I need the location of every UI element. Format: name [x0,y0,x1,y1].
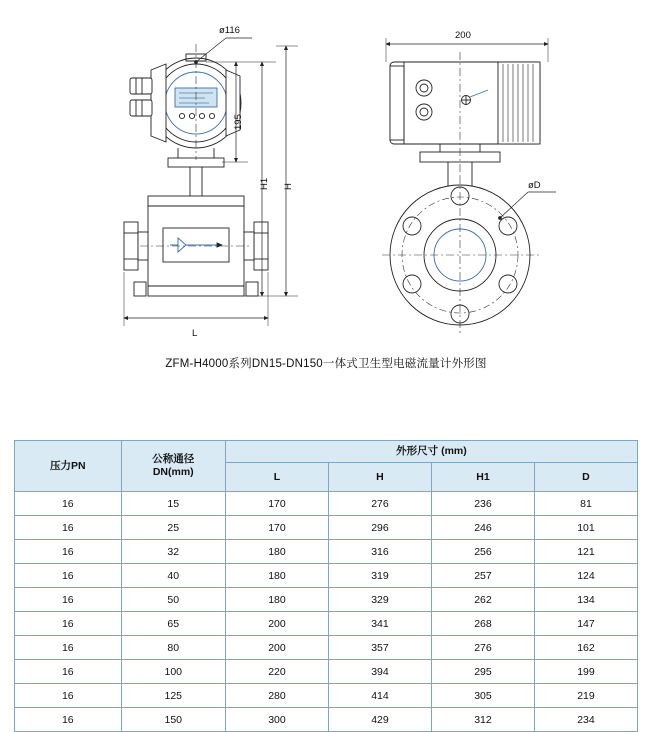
specification-table [14,440,638,732]
cell-pressure: 16 [15,564,122,588]
cell-nominal-diameter: 50 [121,588,225,612]
cell-pressure: 16 [15,708,122,732]
label-h: H [283,183,294,190]
header-dimensions: 外形尺寸 (mm) [225,441,637,463]
cell-dim-h1: 305 [431,684,534,708]
table-row [15,684,638,708]
cell-dim-h1: 268 [431,612,534,636]
cell-dim-h: 316 [328,540,431,564]
cell-dim-d: 134 [534,588,637,612]
cell-dim-d: 219 [534,684,637,708]
table-row [15,492,638,516]
cell-dim-h1: 256 [431,540,534,564]
cell-dim-h1: 257 [431,564,534,588]
cell-nominal-diameter: 125 [121,684,225,708]
cell-pressure: 16 [15,684,122,708]
cell-dim-h: 276 [328,492,431,516]
cell-dim-d: 162 [534,636,637,660]
table-row [15,588,638,612]
cell-dim-h: 296 [328,516,431,540]
table-row [15,516,638,540]
table-row [15,612,638,636]
table-body [15,492,638,732]
cell-dim-h: 394 [328,660,431,684]
cell-dim-h: 429 [328,708,431,732]
header-dim-l: L [225,463,328,492]
cell-dim-d: 199 [534,660,637,684]
label-l: L [192,328,198,339]
cell-nominal-diameter: 80 [121,636,225,660]
cell-dim-l: 170 [225,492,328,516]
cell-dim-l: 300 [225,708,328,732]
specification-table-wrapper [14,440,638,732]
cell-dim-h1: 295 [431,660,534,684]
cell-dim-l: 170 [225,516,328,540]
label-195: 195 [233,114,244,130]
cell-dim-l: 280 [225,684,328,708]
cell-dim-h: 329 [328,588,431,612]
cell-dim-h1: 312 [431,708,534,732]
cell-dim-d: 234 [534,708,637,732]
cell-dim-d: 147 [534,612,637,636]
label-diameter-116: ø116 [219,25,240,36]
dim-200 [386,38,548,62]
cell-dim-h1: 236 [431,492,534,516]
cell-pressure: 16 [15,660,122,684]
cell-pressure: 16 [15,540,122,564]
cell-dim-h: 357 [328,636,431,660]
cell-pressure: 16 [15,636,122,660]
cell-dim-l: 200 [225,612,328,636]
cell-nominal-diameter: 100 [121,660,225,684]
cell-nominal-diameter: 150 [121,708,225,732]
drawing-caption: ZFM-H4000系列DN15-DN150一体式卫生型电磁流量计外形图 [165,358,487,370]
cell-dim-d: 124 [534,564,637,588]
front-view [124,44,268,296]
table-row [15,636,638,660]
header-nominal-diameter-line2: DN(mm) [152,466,194,479]
cell-pressure: 16 [15,588,122,612]
cell-dim-l: 180 [225,540,328,564]
header-pressure: 压力PN [15,441,122,492]
dim-h [276,46,298,296]
cell-dim-h: 341 [328,612,431,636]
label-h1: H1 [259,177,270,190]
header-nominal-diameter-line1: 公称通径 [152,452,195,465]
cell-dim-h1: 262 [431,588,534,612]
cell-dim-d: 81 [534,492,637,516]
label-diameter-d: øD [528,180,541,191]
cell-dim-d: 121 [534,540,637,564]
header-dim-d: D [534,463,637,492]
cell-dim-h1: 276 [431,636,534,660]
cell-pressure: 16 [15,612,122,636]
table-head [15,441,638,492]
cell-pressure: 16 [15,516,122,540]
cell-dim-l: 220 [225,660,328,684]
cell-pressure: 16 [15,492,122,516]
cell-nominal-diameter: 15 [121,492,225,516]
cell-nominal-diameter: 25 [121,516,225,540]
label-200: 200 [455,30,471,41]
header-dim-h1: H1 [431,463,534,492]
table-row [15,564,638,588]
cell-dim-h: 319 [328,564,431,588]
table-header-row-1 [15,441,638,463]
cell-dim-l: 180 [225,564,328,588]
header-nominal-diameter [121,441,225,492]
cell-dim-l: 180 [225,588,328,612]
cell-nominal-diameter: 40 [121,564,225,588]
cell-dim-h1: 246 [431,516,534,540]
cell-dim-l: 200 [225,636,328,660]
table-row [15,660,638,684]
cell-nominal-diameter: 32 [121,540,225,564]
header-dim-h: H [328,463,431,492]
table-row [15,540,638,564]
cell-dim-d: 101 [534,516,637,540]
cell-dim-h: 414 [328,684,431,708]
cell-nominal-diameter: 65 [121,612,225,636]
